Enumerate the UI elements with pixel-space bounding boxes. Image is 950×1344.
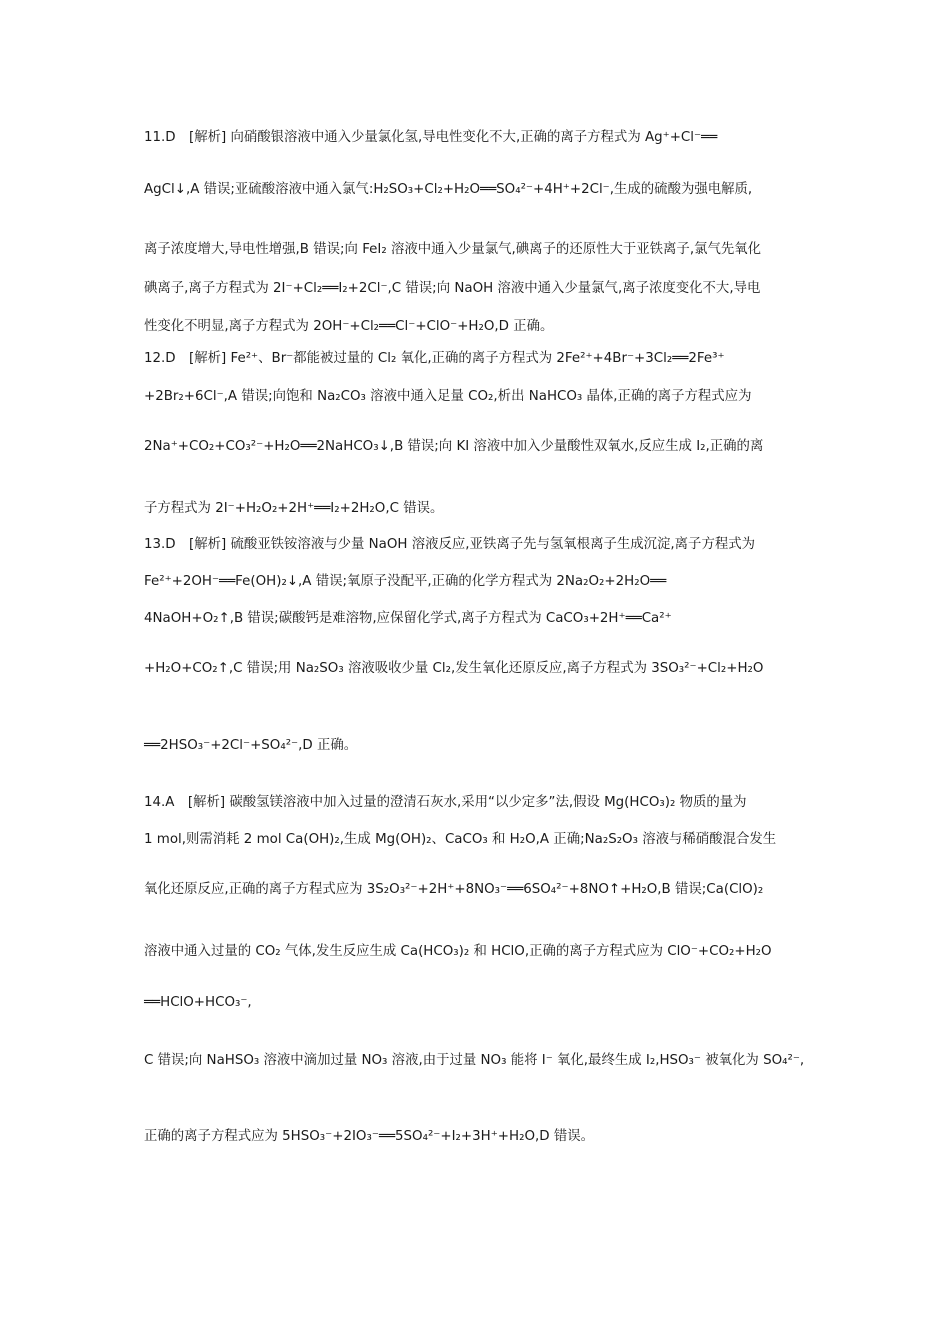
answer-11-line-5: 性变化不明显,离子方程式为 2OH⁻+Cl₂══Cl⁻+ClO⁻+H₂O,D 正确。 bbox=[144, 319, 554, 334]
answer-14-line-6: C 错误;向 NaHSO₃ 溶液中滴加过量 NO₃ 溶液,由于过量 NO₃ 能将 I⁻ 氧化,最终生成 I₂,HSO₃⁻ 被氧化为 SO₄²⁻, bbox=[144, 1053, 805, 1068]
answer-14-line-3: 氧化还原反应,正确的离子方程式应为 3S₂O₃²⁻+2H⁺+8NO₃⁻══6SO₄²⁻+8NO↑+H₂O,B 错误;Ca(ClO)₂ bbox=[144, 882, 764, 897]
answer-13-line-5: ══2HSO₃⁻+2Cl⁻+SO₄²⁻,D 正确。 bbox=[144, 738, 358, 753]
answer-11-line-4: 碘离子,离子方程式为 2I⁻+Cl₂══I₂+2Cl⁻,C 错误;向 NaOH 溶液中通入少量氯气,离子浓度变化不大,导电 bbox=[144, 281, 761, 296]
answer-12-line-1: 12.D [解析] Fe²⁺、Br⁻都能被过量的 Cl₂ 氧化,正确的离子方程式为 2Fe²⁺+4Br⁻+3Cl₂══2Fe³⁺ bbox=[144, 351, 725, 366]
answer-11-line-2: AgCl↓,A 错误;亚硫酸溶液中通入氯气:H₂SO₃+Cl₂+H₂O══SO₄²⁻+4H⁺+2Cl⁻,生成的硫酸为强电解质, bbox=[144, 182, 753, 197]
answer-13-line-4: +H₂O+CO₂↑,C 错误;用 Na₂SO₃ 溶液吸收少量 Cl₂,发生氧化还原反应,离子方程式为 3SO₃²⁻+Cl₂+H₂O bbox=[144, 661, 764, 676]
answer-12-line-4: 子方程式为 2I⁻+H₂O₂+2H⁺══I₂+2H₂O,C 错误。 bbox=[144, 501, 444, 516]
answer-13-line-2: Fe²⁺+2OH⁻══Fe(OH)₂↓,A 错误;氧原子没配平,正确的化学方程式为 2Na₂O₂+2H₂O══ bbox=[144, 574, 667, 589]
answer-13-line-1: 13.D [解析] 硫酸亚铁铵溶液与少量 NaOH 溶液反应,亚铁离子先与氢氧根离子生成沉淀,离子方程式为 bbox=[144, 537, 756, 552]
answer-12-line-2: +2Br₂+6Cl⁻,A 错误;向饱和 Na₂CO₃ 溶液中通入足量 CO₂,析出 NaHCO₃ 晶体,正确的离子方程式应为 bbox=[144, 389, 752, 404]
answer-11-line-3: 离子浓度增大,导电性增强,B 错误;向 FeI₂ 溶液中通入少量氯气,碘离子的还原性大于亚铁离子,氯气先氧化 bbox=[144, 242, 762, 257]
answer-12-line-3: 2Na⁺+CO₂+CO₃²⁻+H₂O══2NaHCO₃↓,B 错误;向 KI 溶液中加入少量酸性双氧水,反应生成 I₂,正确的离 bbox=[144, 439, 764, 454]
answer-13-line-3: 4NaOH+O₂↑,B 错误;碳酸钙是难溶物,应保留化学式,离子方程式为 CaCO₃+2H⁺══Ca²⁺ bbox=[144, 611, 672, 626]
answer-14-line-4: 溶液中通入过量的 CO₂ 气体,发生反应生成 Ca(HCO₃)₂ 和 HClO,正确的离子方程式应为 ClO⁻+CO₂+H₂O bbox=[144, 944, 772, 959]
answer-14-line-2: 1 mol,则需消耗 2 mol Ca(OH)₂,生成 Mg(OH)₂、CaCO₃ 和 H₂O,A 正确;Na₂S₂O₃ 溶液与稀硝酸混合发生 bbox=[144, 832, 777, 847]
answer-14-line-7: 正确的离子方程式应为 5HSO₃⁻+2IO₃⁻══5SO₄²⁻+I₂+3H⁺+H₂O,D 错误。 bbox=[144, 1129, 594, 1144]
answer-11-line-1: 11.D [解析] 向硝酸银溶液中通入少量氯化氢,导电性变化不大,正确的离子方程式为 Ag⁺+Cl⁻══ bbox=[144, 130, 718, 145]
answer-14-line-5: ══HClO+HCO₃⁻, bbox=[144, 995, 252, 1010]
answer-14-line-1: 14.A [解析] 碳酸氢镁溶液中加入过量的澄清石灰水,采用“以少定多”法,假设 Mg(HCO₃)₂ 物质的量为 bbox=[144, 795, 747, 810]
